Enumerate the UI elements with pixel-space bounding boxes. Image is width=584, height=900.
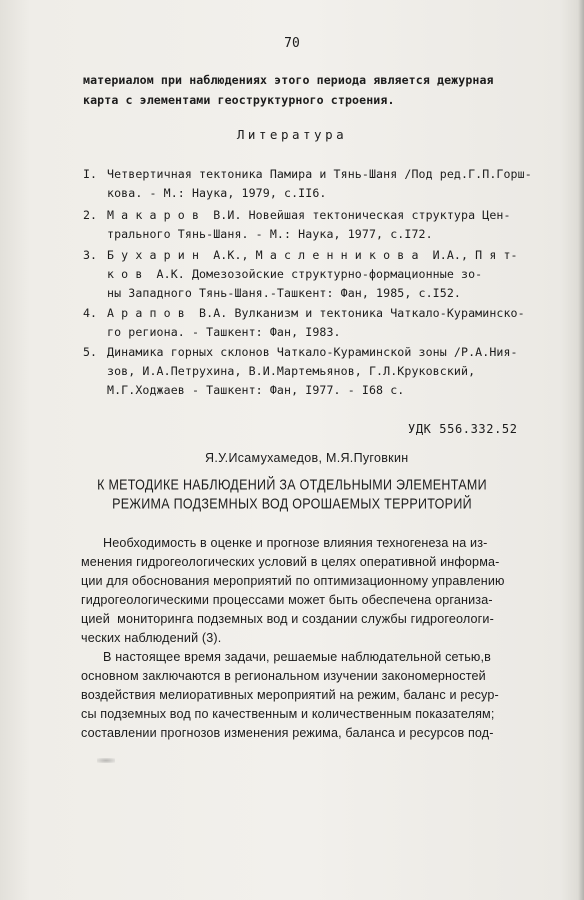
reference-line: Б у х а р и н А.К., М а с л е н н и к о в а И.А., П я т- [107, 248, 518, 262]
paragraph-line: ции для обоснования мероприятий по оптимизационному управлению [81, 574, 505, 588]
reference-line: А р а п о в В.А. Вулканизм и тектоника Чаткало-Кураминско- [107, 306, 525, 320]
paragraph-line: составлении прогнозов изменения режима, баланса и ресурсов под- [81, 726, 494, 740]
reference-number: 2. [83, 208, 97, 222]
reference-number: 5. [83, 345, 97, 359]
article-title-line: К МЕТОДИКЕ НАБЛЮДЕНИЙ ЗА ОТДЕЛЬНЫМИ ЭЛЕМЕНТАМИ [97, 476, 487, 494]
reference-line: ны Западного Тянь-Шаня.-Ташкент: Фан, 1985, с.I52. [107, 286, 462, 300]
article-authors: Я.У.Исамухамедов, М.Я.Пуговкин [205, 451, 409, 465]
paragraph-line: В настоящее время задачи, решаемые наблюдательной сетью,в [103, 650, 491, 664]
udk-code: УДК 556.332.52 [408, 422, 518, 436]
paragraph-line: цией мониторинга подземных вод и создании службы гидрогеологи- [81, 612, 494, 626]
intro-line: карта с элементами геоструктурного строения. [83, 93, 395, 107]
reference-line: трального Тянь-Шаня. - М.: Наука, 1977, с.I72. [107, 227, 433, 241]
scan-smudge [97, 758, 115, 763]
paragraph-line: гидрогеологическими процессами может быть обеспечена организа- [81, 593, 493, 607]
page-number: 70 [284, 36, 300, 51]
reference-line: зов, И.А.Петрухина, В.И.Мартемьянов, Г.Л.Круковский, [107, 364, 476, 378]
intro-line: материалом при наблюдениях этого периода является дежурная [83, 73, 494, 87]
reference-line: го региона. - Ташкент: Фан, I983. [107, 325, 341, 339]
reference-number: 3. [83, 248, 97, 262]
paragraph-line: сы подземных вод по качественным и количественным показателям; [81, 707, 495, 721]
reference-line: кова. - М.: Наука, 1979, с.II6. [107, 186, 327, 200]
reference-line: М.Г.Ходжаев - Ташкент: Фан, I977. - I68 с. [107, 383, 405, 397]
reference-line: М а к а р о в В.И. Новейшая тектоническая структура Цен- [107, 208, 511, 222]
reference-line: Четвертичная тектоника Памира и Тянь-Шаня /Под ред.Г.П.Горш- [107, 167, 532, 181]
reference-line: к о в А.К. Домезозойские структурно-формационные зо- [107, 267, 483, 281]
paragraph-line: воздействия мелиоративных мероприятий на режим, баланс и ресур- [81, 688, 499, 702]
literature-heading: Литература [236, 127, 348, 142]
paragraph-line: Необходимость в оценке и прогнозе влияния техногенеза на из- [103, 536, 488, 550]
paragraph-line: основном заключаются в региональном изучении закономерностей [81, 669, 486, 683]
paragraph-line: ческих наблюдений (3). [81, 631, 222, 645]
reference-number: I. [83, 167, 97, 181]
article-title-line: РЕЖИМА ПОДЗЕМНЫХ ВОД ОРОШАЕМЫХ ТЕРРИТОРИЙ [112, 495, 472, 513]
reference-number: 4. [83, 306, 97, 320]
reference-line: Динамика горных склонов Чаткало-Кураминской зоны /Р.А.Ния- [107, 345, 518, 359]
paragraph-line: менения гидрогеологических условий в целях оперативной информа- [81, 555, 500, 569]
